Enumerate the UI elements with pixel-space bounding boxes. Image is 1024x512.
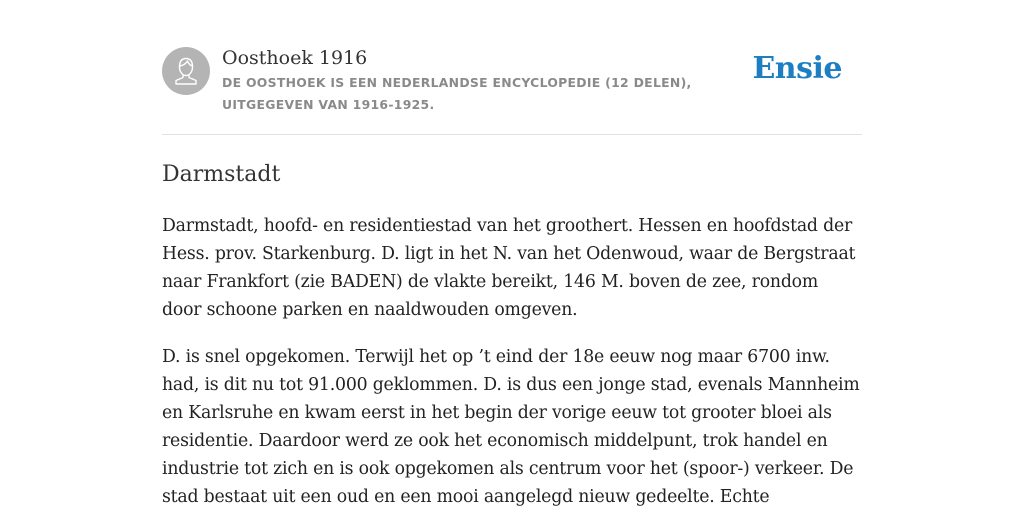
- brand-logo[interactable]: Ensie: [752, 51, 842, 86]
- page-container: [162, 0, 862, 507]
- article-paragraph: Darmstadt, hoofd- en residentiestad van het groothert. Hessen en hoofdstad der Hess. prov. Starkenburg. D. ligt in het N. van het Odenwoud, waar de Bergstraat naar Frankfort (zie BADEN) de vlakte bereikt, 146 M. boven de zee, rondom door schoone parken en naaldwouden omgeven.: [162, 216, 856, 320]
- source-description: DE OOSTHOEK IS EEN NEDERLANDSE ENCYCLOPEDIE (12 DELEN), UITGEGEVEN VAN 1916-1925.: [222, 75, 692, 112]
- article-body: [162, 212, 862, 512]
- user-icon: [162, 47, 210, 95]
- source-title[interactable]: Oosthoek 1916: [222, 47, 368, 69]
- avatar[interactable]: [162, 47, 210, 95]
- source-header: [162, 0, 862, 135]
- article-paragraph: D. is snel opgekomen. Terwijl het op ’t eind der 18e eeuw nog maar 6700 inw. had, is dit nu tot 91.000 geklommen. D. is dus een jonge stad, evenals Mannheim en Karlsruhe en kwam eerst in het begin der vorige eeuw tot grooter bloei als residentie. Daardoor werd ze ook het economisch middelpunt, trok handel en industrie tot zich en is ook opgekomen als centrum voor het (spoor-) verkeer. De stad bestaat uit een oud en een mooi aangelegd nieuw gedeelte. Echte: [162, 347, 860, 507]
- article-title: Darmstadt: [162, 162, 281, 187]
